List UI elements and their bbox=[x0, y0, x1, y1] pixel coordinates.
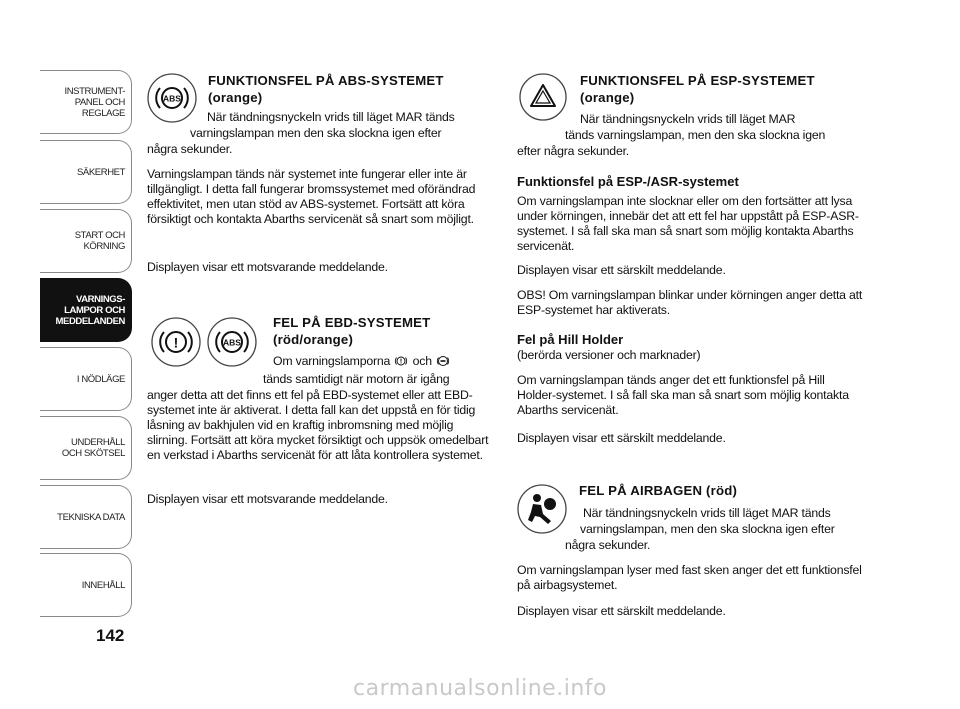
tab-tekniska-data[interactable] bbox=[40, 485, 132, 549]
ebd-intro-line1 bbox=[273, 354, 451, 369]
hill-holder-display: Displayen visar ett särskilt meddelande. bbox=[517, 431, 726, 445]
tab-label: VARNINGS- LAMPOR OCH MEDDELANDEN bbox=[55, 293, 125, 327]
svg-text:ABS: ABS bbox=[163, 93, 181, 104]
tab-label: UNDERHÅLL OCH SKÖTSEL bbox=[61, 437, 125, 459]
esp-title: FUNKTIONSFEL PÅ ESP-SYSTEMET bbox=[580, 73, 815, 88]
airbag-intro-line2: varningslampan, men den ska slockna igen efter bbox=[580, 522, 835, 536]
svg-text:ABS: ABS bbox=[223, 337, 241, 348]
esp-intro-line1: När tändningsnyckeln vrids till läget MAR bbox=[580, 112, 796, 126]
ebd-title: FEL PÅ EBD-SYSTEMET bbox=[273, 315, 431, 330]
ebd-intro-text: Om varningslamporna bbox=[273, 354, 391, 368]
esp-intro-line3: efter några sekunder. bbox=[517, 144, 630, 158]
tab-i-nodlage[interactable] bbox=[40, 347, 132, 411]
esp-paragraph-1: Om varningslampan inte slocknar eller om den fortsätter att lysa under körningen, innebär det att ett fel har uppstått på ESP-ASR-systemet. I så fall ska man så snart som möjlig kontakta Abarths servicenät. bbox=[517, 194, 859, 253]
esp-intro-line2: tänds varningslampan, men den ska slockna igen bbox=[565, 128, 826, 142]
abs-warning-icon bbox=[206, 316, 258, 368]
tab-start-och-korning[interactable] bbox=[40, 209, 132, 273]
airbag-title: FEL PÅ AIRBAGEN (röd) bbox=[579, 483, 738, 498]
abs-paragraph-2: Displayen visar ett motsvarande meddelande. bbox=[147, 260, 388, 274]
tab-label: INNEHÅLL bbox=[81, 579, 125, 591]
abs-intro-line1: När tändningsnyckeln vrids till läget MAR tänds bbox=[207, 110, 455, 124]
abs-title-color: (orange) bbox=[208, 90, 263, 105]
watermark: carmanualsonline.info bbox=[353, 676, 607, 701]
airbag-intro-line3: några sekunder. bbox=[565, 538, 651, 552]
tab-label: I NÖDLÄGE bbox=[76, 373, 125, 385]
tab-label: TEKNISKA DATA bbox=[57, 511, 125, 523]
svg-text:!: ! bbox=[173, 334, 179, 351]
tab-label: SÄKERHET bbox=[76, 166, 125, 178]
esp-paragraph-2: Displayen visar ett särskilt meddelande. bbox=[517, 263, 726, 277]
ebd-paragraph-1: anger detta att det finns ett fel på EBD-systemet eller att EBD-systemet inte är aktiverat. I detta fall kan det uppstå en för tidig låsning av bakhjulen vid en kraftig inbromsning med möjlig slirning. Fortsätt att köra mycket försiktigt och uppsök omedelbart en verkstad i Abarths servicenät för att låta kontrollera systemet. bbox=[147, 388, 489, 462]
tab-varningslampor[interactable] bbox=[40, 278, 132, 342]
tab-underhall[interactable] bbox=[40, 416, 132, 480]
hill-holder-note: (berörda versioner och marknader) bbox=[517, 348, 701, 362]
tab-instrumentpanel[interactable] bbox=[40, 70, 132, 134]
page-number: 142 bbox=[96, 626, 125, 645]
hill-holder-paragraph: Om varningslampan tänds anger det ett funktionsfel på Hill Holder-systemet. I så fall ska man så snart som möjlig kontakta Abarths servicenät. bbox=[517, 373, 849, 417]
ebd-intro-and: och bbox=[412, 354, 432, 368]
ebd-paragraph-2: Displayen visar ett motsvarande meddelande. bbox=[147, 492, 388, 506]
tab-label: INSTRUMENT- PANEL OCH REGLAGE bbox=[64, 85, 125, 119]
brake-warning-icon bbox=[150, 316, 202, 368]
tab-sakerhet[interactable] bbox=[40, 140, 132, 204]
ebd-intro-line2: tänds samtidigt när motorn är igång bbox=[263, 372, 450, 386]
airbag-intro-line1: När tändningsnyckeln vrids till läget MAR tänds bbox=[583, 506, 831, 520]
brake-inline-icon bbox=[394, 354, 408, 368]
esp-warning-icon bbox=[518, 72, 568, 122]
airbag-paragraph-2: Displayen visar ett särskilt meddelande. bbox=[517, 604, 726, 618]
abs-intro-line2: varningslampan men den ska slockna igen efter bbox=[190, 126, 442, 140]
abs-intro-line3: några sekunder. bbox=[147, 142, 233, 156]
abs-warning-icon bbox=[146, 72, 198, 124]
abs-title: FUNKTIONSFEL PÅ ABS-SYSTEMET bbox=[208, 73, 444, 88]
esp-paragraph-3: OBS! Om varningslampan blinkar under körningen anger detta att ESP-systemet har aktiverats. bbox=[517, 288, 863, 317]
esp-title-color: (orange) bbox=[580, 90, 635, 105]
tab-innehall[interactable] bbox=[40, 553, 132, 617]
ebd-title-color: (röd/orange) bbox=[273, 332, 354, 347]
airbag-warning-icon bbox=[516, 483, 568, 535]
hill-holder-heading: Fel på Hill Holder bbox=[517, 332, 624, 347]
abs-paragraph-1: Varningslampan tänds när systemet inte fungerar eller inte är tillgängligt. I detta fall fungerar bromssystemet med oförändrad effektivitet, men utan stöd av ABS-systemet. Fortsätt att köra försiktigt och kontakta Abarths servicenät så snart som möjligt. bbox=[147, 167, 476, 226]
tab-label: START OCH KÖRNING bbox=[74, 230, 125, 252]
esp-subheading: Funktionsfel på ESP-/ASR-systemet bbox=[517, 174, 739, 189]
airbag-paragraph-1: Om varningslampan lyser med fast sken anger det ett funktionsfel på airbagsystemet. bbox=[517, 563, 862, 592]
abs-inline-icon bbox=[436, 354, 450, 368]
